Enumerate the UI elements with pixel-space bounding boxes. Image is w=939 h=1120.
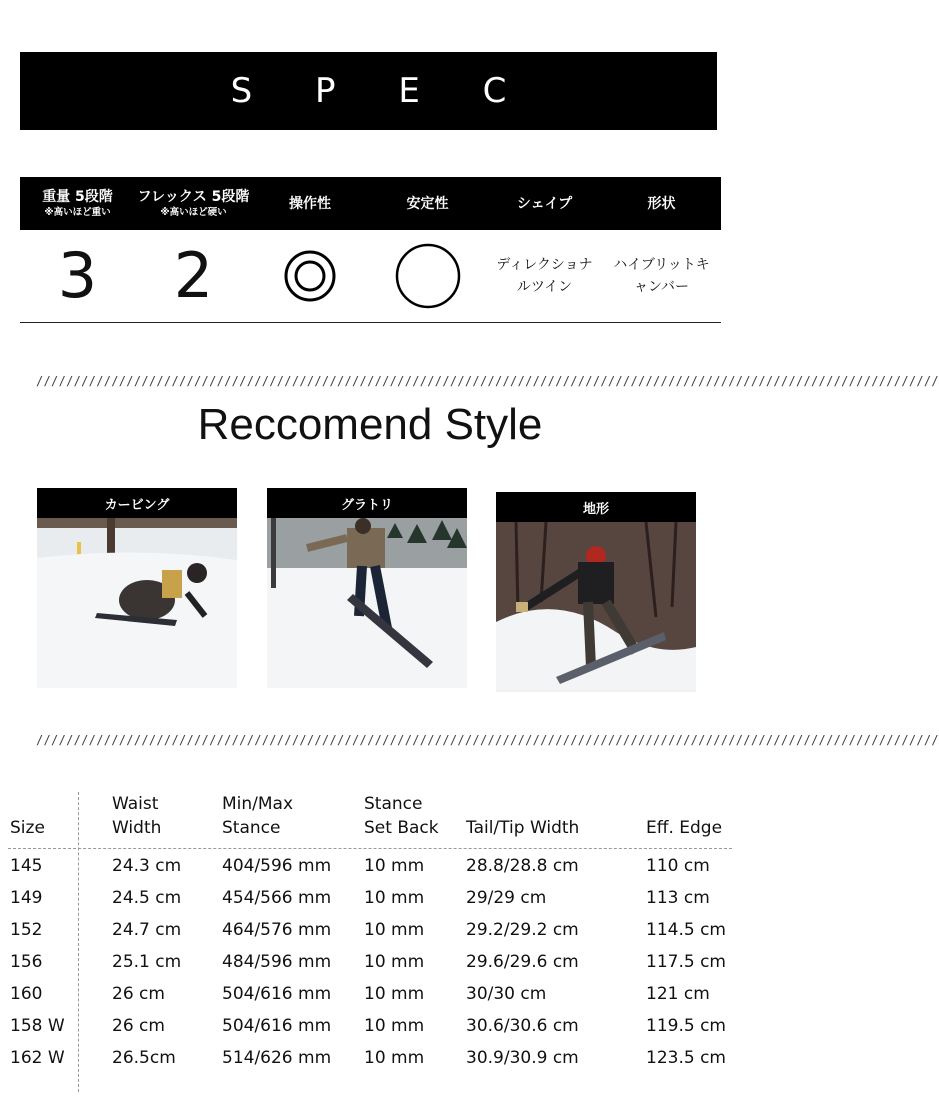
style-card-carving	[37, 488, 237, 688]
ground-trick-photo-icon	[267, 518, 467, 688]
style-label-ground-trick: グラトリ	[267, 488, 467, 518]
carving-photo-icon	[37, 518, 237, 688]
spec-header-handling: 操作性	[289, 195, 331, 212]
spec-header-profile: 形状	[647, 195, 676, 212]
divider-slashes: ////////////////////////////////////////////////////////////////////////////////////////////////////////////////////////	[36, 733, 939, 747]
table-row: 149 24.5 cm 454/566 mm 10 mm 29/29 cm 113 cm	[10, 888, 710, 908]
style-card-ground-trick	[267, 488, 467, 688]
handling-value	[252, 230, 368, 322]
shape-value: ディレクショナルツイン	[496, 257, 593, 295]
weight-value: 3	[57, 239, 98, 312]
table-row: 162 W 26.5cm 514/626 mm 10 mm 30.9/30.9 cm 123.5 cm	[10, 1048, 726, 1068]
spec-title: S P E C	[230, 71, 533, 111]
terrain-photo-icon	[496, 522, 696, 690]
col-stance: Min/Max Stance	[222, 794, 294, 838]
divider-slashes: ////////////////////////////////////////////////////////////////////////////////////////////////////////////////////////	[36, 374, 939, 388]
spec-banner	[20, 52, 717, 130]
table-row: 156 25.1 cm 484/596 mm 10 mm 29.6/29.6 cm 117.5 cm	[10, 952, 726, 972]
table-row: 152 24.7 cm 464/576 mm 10 mm 29.2/29.2 cm 114.5 cm	[10, 920, 726, 940]
table-row: 160 26 cm 504/616 mm 10 mm 30/30 cm 121 cm	[10, 984, 710, 1004]
col-eff-edge: Eff. Edge	[646, 818, 723, 838]
circle-icon	[394, 242, 462, 310]
col-size: Size	[10, 818, 45, 838]
col-tail-tip-width: Tail/Tip Width	[466, 818, 580, 838]
spec-header-flex: フレックス 5段階 ※高いほど硬い	[137, 189, 250, 218]
stability-value	[368, 230, 487, 322]
style-label-carving: カービング	[37, 488, 237, 518]
col-waist-width: Waist Width	[112, 794, 162, 838]
col-set-back: Stance Set Back	[364, 794, 439, 838]
spec-header-stability: 安定性	[406, 195, 449, 212]
table-row: 145 24.3 cm 404/596 mm 10 mm 28.8/28.8 cm 110 cm	[10, 856, 710, 876]
table-header-row	[8, 790, 732, 849]
style-label-terrain: 地形	[496, 492, 696, 522]
recommend-style-title: Reccomend Style	[197, 400, 543, 449]
style-card-terrain	[496, 492, 696, 692]
spec-header-shape: シェイプ	[516, 195, 573, 212]
profile-value: ハイブリットキャンバー	[613, 257, 710, 295]
spec-value-row	[20, 230, 721, 323]
table-row: 158 W 26 cm 504/616 mm 10 mm 30.6/30.6 cm 119.5 cm	[10, 1016, 726, 1036]
spec-header-weight: 重量 5段階 ※高いほど重い	[42, 189, 113, 218]
flex-value: 2	[173, 239, 214, 312]
spec-header-row	[20, 177, 721, 230]
double-circle-icon	[282, 248, 338, 304]
